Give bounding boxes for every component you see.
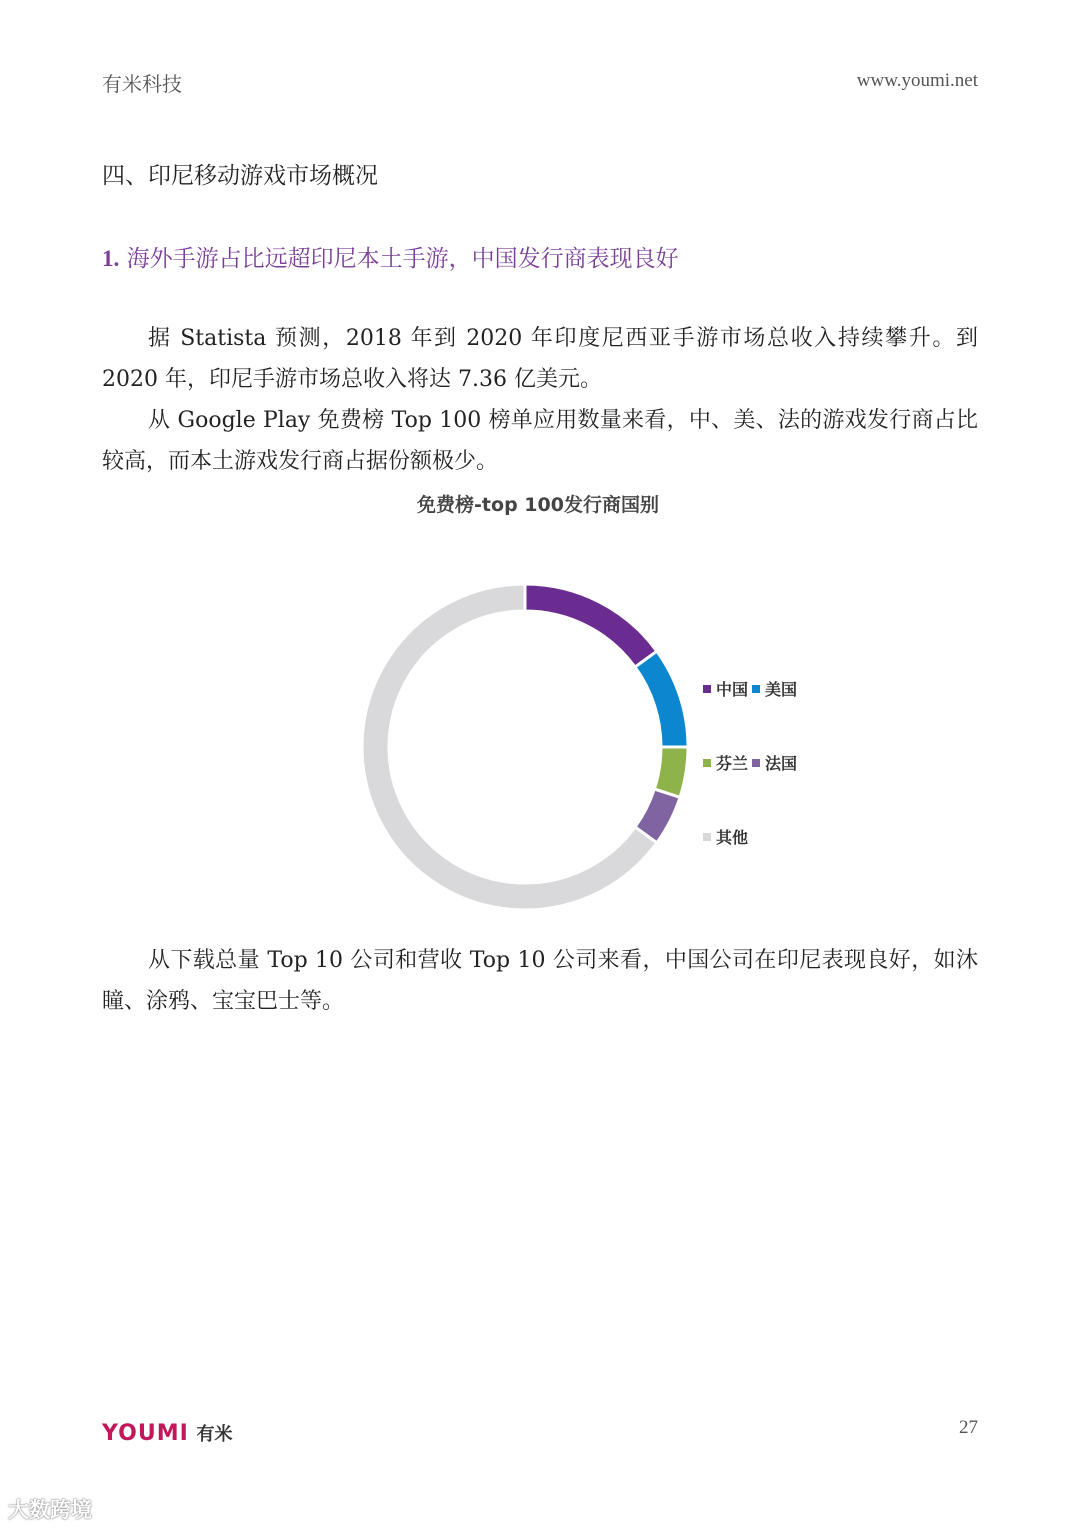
legend-row-1 (703, 677, 797, 700)
legend-label-other: 其他 (716, 828, 749, 847)
legend-label-france: 法国 (765, 754, 798, 773)
legend-swatch-france (752, 759, 760, 767)
donut-slice-usa (635, 651, 688, 747)
legend-swatch-usa (752, 685, 760, 693)
header-website[interactable]: www.youmi.net (856, 70, 978, 91)
logo-cn-text: 有米 (196, 1424, 233, 1445)
page-number: 27 (959, 1417, 978, 1438)
donut-chart (340, 560, 700, 920)
legend-row-2 (703, 751, 797, 774)
legend-label-china: 中国 (716, 680, 749, 699)
legend-label-finland: 芬兰 (716, 754, 749, 773)
subsection-title (102, 240, 679, 273)
section-title: 四、印尼移动游戏市场概况 (102, 163, 378, 189)
logo-brand-text: YOUMI (102, 1421, 189, 1446)
legend-swatch-other (703, 833, 711, 841)
paragraph-statista: 据 Statista 预测，2018 年到 2020 年印度尼西亚手游市场总收入持续攀升。到 2020 年，印尼手游市场总收入将达 7.36 亿美元。 (102, 326, 978, 392)
legend-swatch-finland (703, 759, 711, 767)
watermark: 大数跨境 (8, 1498, 92, 1522)
legend-row-3 (703, 825, 748, 848)
paragraph-top10-companies: 从下载总量 Top 10 公司和营收 Top 10 公司来看，中国公司在印尼表现良好，如沐瞳、涂鸦、宝宝巴士等。 (102, 948, 978, 1014)
subsection-text: 海外手游占比远超印尼本土手游，中国发行商表现良好 (126, 246, 679, 272)
header-company-name: 有米科技 (102, 72, 182, 96)
legend-label-usa: 美国 (765, 680, 798, 699)
donut-slice-china (525, 584, 657, 667)
legend-swatch-china (703, 685, 711, 693)
youmi-logo (102, 1420, 232, 1446)
paragraph-google-play: 从 Google Play 免费榜 Top 100 榜单应用数量来看，中、美、法的游戏发行商占比较高，而本土游戏发行商占据份额极少。 (102, 408, 978, 474)
subsection-number: 1. (102, 246, 120, 271)
chart-title: 免费榜-top 100发行商国别 (417, 494, 659, 516)
